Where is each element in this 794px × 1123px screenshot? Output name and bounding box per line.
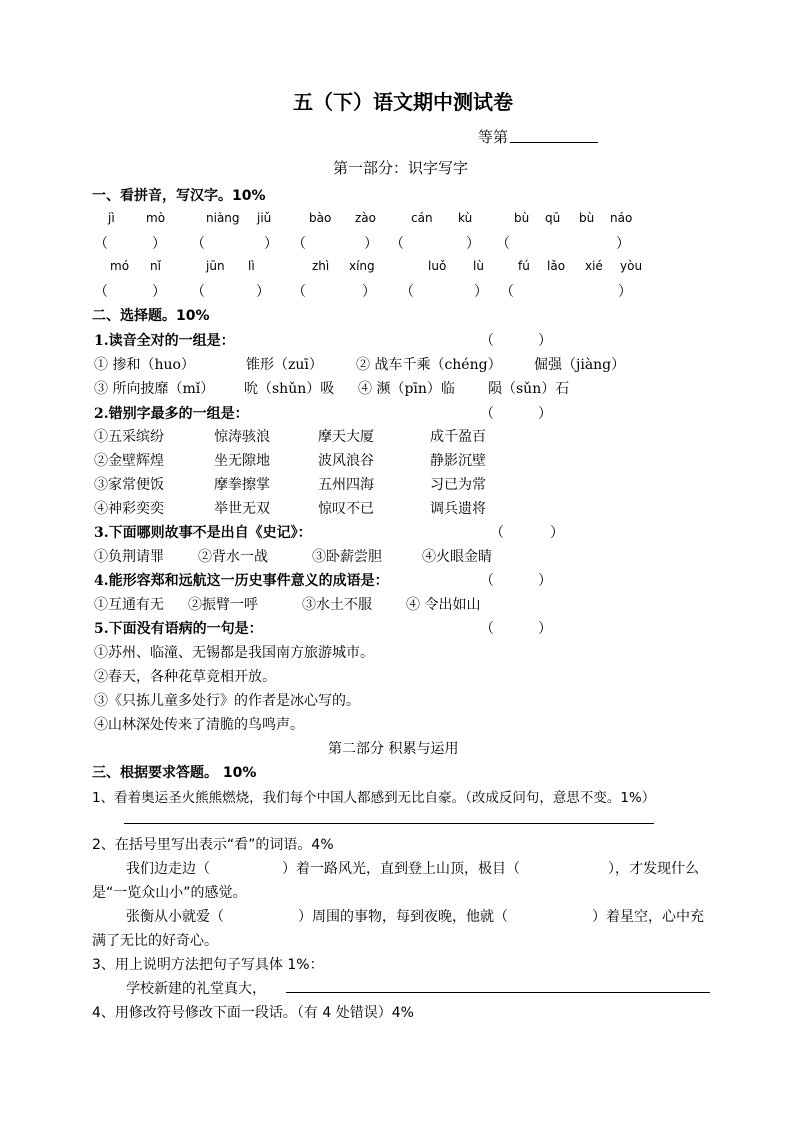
answer-paren-open: （	[480, 406, 494, 422]
section-three-q3: 3、用上说明方法把句子写具体 1%：	[92, 957, 324, 973]
option: ①负荆请罪	[94, 549, 164, 565]
question-3: 3.下面哪则故事不是出自《史记》：	[94, 525, 312, 541]
option: ①苏州、临潼、无锡都是我国南方旅游城市。	[94, 645, 374, 661]
part-one-heading: 第一部分：识字写字	[333, 159, 469, 177]
q2-text: ）着星空，心中充	[592, 909, 704, 925]
paren-close: ）	[616, 236, 630, 252]
option: 倔强（jiàng）	[534, 357, 626, 373]
paren-close: ）	[618, 284, 632, 300]
option: 五州四海	[318, 477, 374, 493]
option: 惊叹不已	[318, 501, 374, 517]
option: 摩天大厦	[318, 429, 374, 445]
option: ②春天，各种花草竞相开放。	[94, 669, 276, 685]
paren-open: （	[292, 284, 306, 300]
section-three-q2: 2、在括号里写出表示“看”的词语。4%	[92, 837, 334, 853]
q2-text: 张衡从小就爱（	[126, 909, 224, 925]
paren-open: （	[191, 236, 205, 252]
pinyin: xié	[585, 259, 603, 273]
section-two-heading: 二、选择题。10%	[92, 308, 210, 324]
paren-open: （	[191, 284, 205, 300]
part-two-heading: 第二部分 积累与运用	[328, 741, 459, 757]
option: 摩拳擦掌	[214, 477, 270, 493]
question-2: 2.错别字最多的一组是：	[94, 406, 249, 422]
paren-close: ）	[264, 236, 278, 252]
option: 陨（sǔn）石	[488, 381, 570, 397]
paren-open: （	[500, 284, 514, 300]
pinyin: jūn	[206, 259, 225, 273]
option: 锥形（zuī）	[246, 357, 323, 373]
section-three-heading: 三、根据要求答题。 10%	[92, 765, 257, 781]
section-three-q1: 1、看着奥运圣火熊熊燃烧，我们每个中国人都感到无比自豪。（改成反问句，意思不变。1%）	[92, 790, 656, 806]
pinyin: kù	[458, 211, 473, 225]
pinyin: mò	[146, 211, 166, 225]
q3-text: 学校新建的礼堂真大，	[126, 981, 266, 997]
option: ④火眼金睛	[422, 549, 492, 565]
pinyin: bù	[579, 211, 595, 225]
answer-paren-close: ）	[538, 406, 552, 422]
question-5: 5.下面没有语病的一句是：	[94, 621, 263, 637]
pinyin: yòu	[620, 259, 643, 273]
q2-text: 满了无比的好奇心。	[92, 933, 218, 949]
option: 举世无双	[214, 501, 270, 517]
paren-open: （	[496, 236, 510, 252]
answer-paren-close: ）	[538, 621, 552, 637]
option: ③《只拣儿童多处行》的作者是冰心写的。	[94, 693, 360, 709]
option: ①五采缤纷	[94, 429, 164, 445]
option: 调兵遗将	[430, 501, 486, 517]
option: ③家常便饭	[94, 477, 164, 493]
paren-open: （	[94, 284, 108, 300]
option: 惊涛骇浪	[214, 429, 270, 445]
paren-open: （	[390, 236, 404, 252]
option: 坐无隙地	[214, 453, 270, 469]
option: ① 掺和（huo）	[94, 357, 195, 373]
pinyin: xíng	[349, 259, 375, 273]
answer-paren-open: （	[490, 525, 504, 541]
paren-close: ）	[362, 284, 376, 300]
pinyin: zhì	[312, 259, 330, 273]
paren-close: ）	[152, 284, 166, 300]
answer-line[interactable]	[124, 823, 654, 824]
option: ③卧薪尝胆	[312, 549, 382, 565]
answer-paren-open: （	[480, 333, 494, 349]
grade-label: 等第	[478, 128, 509, 146]
paren-close: ）	[466, 236, 480, 252]
option: ②金壁辉煌	[94, 453, 164, 469]
option: ④ 令出如山	[406, 597, 481, 613]
option: ④ 濒（pīn）临	[358, 381, 455, 397]
answer-paren-close: ）	[538, 333, 552, 349]
pinyin: bù	[514, 211, 530, 225]
section-one-heading: 一、看拼音，写汉字。10%	[92, 188, 266, 204]
option: 吮（shǔn）吸	[244, 381, 335, 397]
pinyin: jiǔ	[257, 211, 272, 225]
pinyin: lì	[248, 259, 255, 273]
q2-text: 我们边走边（	[126, 861, 210, 877]
answer-paren-open: （	[480, 573, 494, 589]
paren-close: ）	[364, 236, 378, 252]
pinyin: nǐ	[150, 259, 161, 273]
pinyin: niàng	[206, 211, 240, 225]
section-three-q4: 4、用修改符号修改下面一段话。（有 4 处错误）4%	[92, 1005, 414, 1021]
option: 成千盈百	[430, 429, 486, 445]
option: 静影沉壁	[430, 453, 486, 469]
q2-text: ）着一路风光，直到登上山顶，极目（	[282, 861, 520, 877]
option: 波风浪谷	[318, 453, 374, 469]
option: ①互通有无	[94, 597, 164, 613]
option: ③水土不服	[302, 597, 372, 613]
pinyin: lù	[473, 259, 484, 273]
question-1: 1.读音全对的一组是：	[94, 333, 235, 349]
option: ③ 所向披靡（mǐ）	[94, 381, 215, 397]
page-title: 五（下）语文期中测试卷	[293, 90, 513, 114]
answer-paren-close: ）	[538, 573, 552, 589]
pinyin: fú	[518, 259, 530, 273]
option: ②背水一战	[198, 549, 268, 565]
answer-paren-close: ）	[550, 525, 564, 541]
paren-close: ）	[474, 284, 488, 300]
question-4: 4.能形容郑和远航这一历史事件意义的成语是：	[94, 573, 389, 589]
q2-text: ），才发现什么	[608, 861, 699, 877]
pinyin: qū	[545, 211, 561, 225]
paren-open: （	[400, 284, 414, 300]
q2-text: 是“一览众山小”的感觉。	[92, 885, 247, 901]
answer-paren-open: （	[480, 621, 494, 637]
pinyin: náo	[610, 211, 633, 225]
paren-close: ）	[256, 284, 270, 300]
pinyin: mó	[110, 259, 130, 273]
option: ②振臂一呼	[188, 597, 258, 613]
option: ④神彩奕奕	[94, 501, 164, 517]
option: ④山林深处传来了清脆的鸟鸣声。	[94, 717, 304, 733]
pinyin: lǎo	[547, 259, 566, 273]
option: ② 战车千乘（chéng）	[356, 357, 502, 373]
paren-close: ）	[152, 236, 166, 252]
pinyin: bào	[309, 211, 332, 225]
answer-line[interactable]	[286, 992, 710, 993]
option: 习已为常	[430, 477, 486, 493]
paren-open: （	[94, 236, 108, 252]
grade-blank[interactable]	[510, 142, 598, 143]
pinyin: zào	[355, 211, 376, 225]
pinyin: luǒ	[428, 259, 447, 273]
paren-open: （	[292, 236, 306, 252]
q2-text: ）周围的事物，每到夜晚，他就（	[298, 909, 508, 925]
pinyin: cán	[411, 211, 433, 225]
pinyin: jì	[108, 211, 115, 225]
